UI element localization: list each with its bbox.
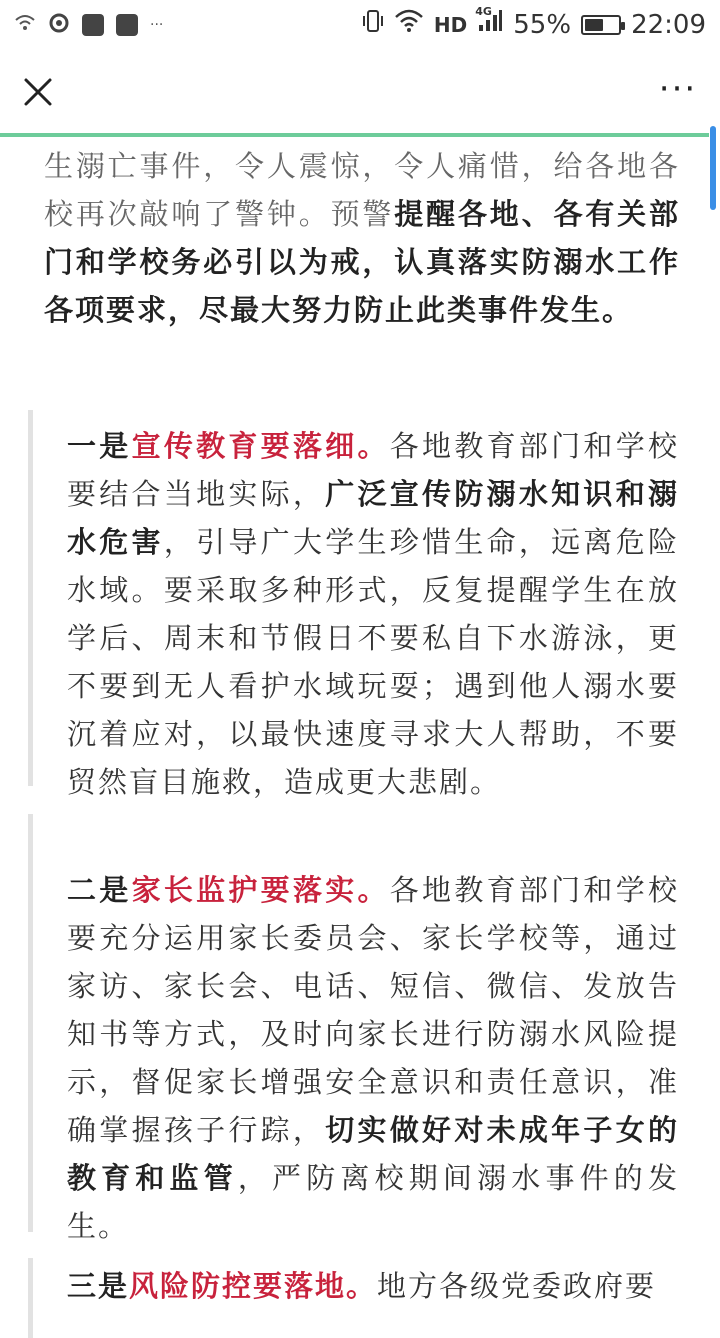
webview-nav-bar <box>0 50 720 134</box>
wifi-question-icon <box>14 13 36 37</box>
section-highlight: 宣传教育要落细。 <box>131 429 390 463</box>
section-bold-text: 切实做好对未成年子女的教育和监管 <box>67 1113 679 1195</box>
section-lead: 三是 <box>67 1269 130 1303</box>
section-lead: 一是 <box>67 429 132 463</box>
battery-icon <box>581 15 621 35</box>
section-lead: 二是 <box>67 873 132 907</box>
page-load-progress <box>0 133 709 137</box>
intro-bold-text: 提醒各地、各有关部门和学校务必引以为戒，认真落实防溺水工作各项要求，尽最大努力防止此类事件发生。 <box>44 197 680 327</box>
system-indicators <box>362 5 706 41</box>
section-text: 地方各级党委政府要 <box>377 1269 657 1303</box>
network-hd-label: HD <box>433 12 468 37</box>
clock: 22:09 <box>631 9 706 40</box>
section-bold-text: 广泛宣传防溺水知识和溺水危害 <box>67 477 679 559</box>
more-icon: ··· <box>658 69 698 109</box>
notification-icons <box>14 12 163 38</box>
article-content <box>0 138 720 1303</box>
close-button[interactable] <box>18 72 58 112</box>
battery-level <box>585 19 603 31</box>
app-notification-icon <box>48 12 70 38</box>
section-one <box>28 410 684 799</box>
section-two <box>28 814 684 1243</box>
section-one-paragraph <box>67 422 679 806</box>
network-gen-label: 4G <box>475 5 492 18</box>
battery-percent: 55% <box>513 9 572 40</box>
wifi-icon <box>394 9 424 40</box>
section-text: ，严防离校期间溺水事件的发生。 <box>67 1161 679 1243</box>
signal-icon <box>475 5 503 40</box>
close-icon <box>18 72 58 112</box>
section-highlight: 风险防控要落地。 <box>129 1269 378 1303</box>
intro-text: 生溺亡事件，令人震惊，令人痛惜，给各地各校再次敲响了警钟。预警 <box>44 149 680 231</box>
more-options-button[interactable] <box>656 69 700 110</box>
app-notification-icon <box>82 14 104 36</box>
status-bar <box>0 0 720 50</box>
section-text: ，引导广大学生珍惜生命，远离危险水域。要采取多种形式，反复提醒学生在放学后、周末和节假日不要私自下水游泳，更不要到无人看护水域玩耍；遇到他人溺水要沉着应对，以最快速度寻求大人帮助，不要贸然盲目施救，造成更大悲剧。 <box>67 525 679 799</box>
section-highlight: 家长监护要落实。 <box>131 873 390 907</box>
section-two-paragraph <box>67 866 679 1250</box>
section-three-paragraph <box>67 1262 679 1310</box>
section-three <box>28 1258 684 1338</box>
section-text: 各地教育部门和学校要充分运用家长委员会、家长学校等，通过家访、家长会、电话、短信、微信、发放告知书等方式，及时向家长进行防溺水风险提示，督促家长增强安全意识和责任意识，准确掌握孩子行踪， <box>67 873 679 1147</box>
vibrate-icon <box>362 8 384 41</box>
app-notification-icon <box>116 14 138 36</box>
more-notifications-icon: ··· <box>150 17 164 33</box>
section-text: 各地教育部门和学校要结合当地实际， <box>67 429 679 511</box>
intro-paragraph <box>44 142 680 334</box>
